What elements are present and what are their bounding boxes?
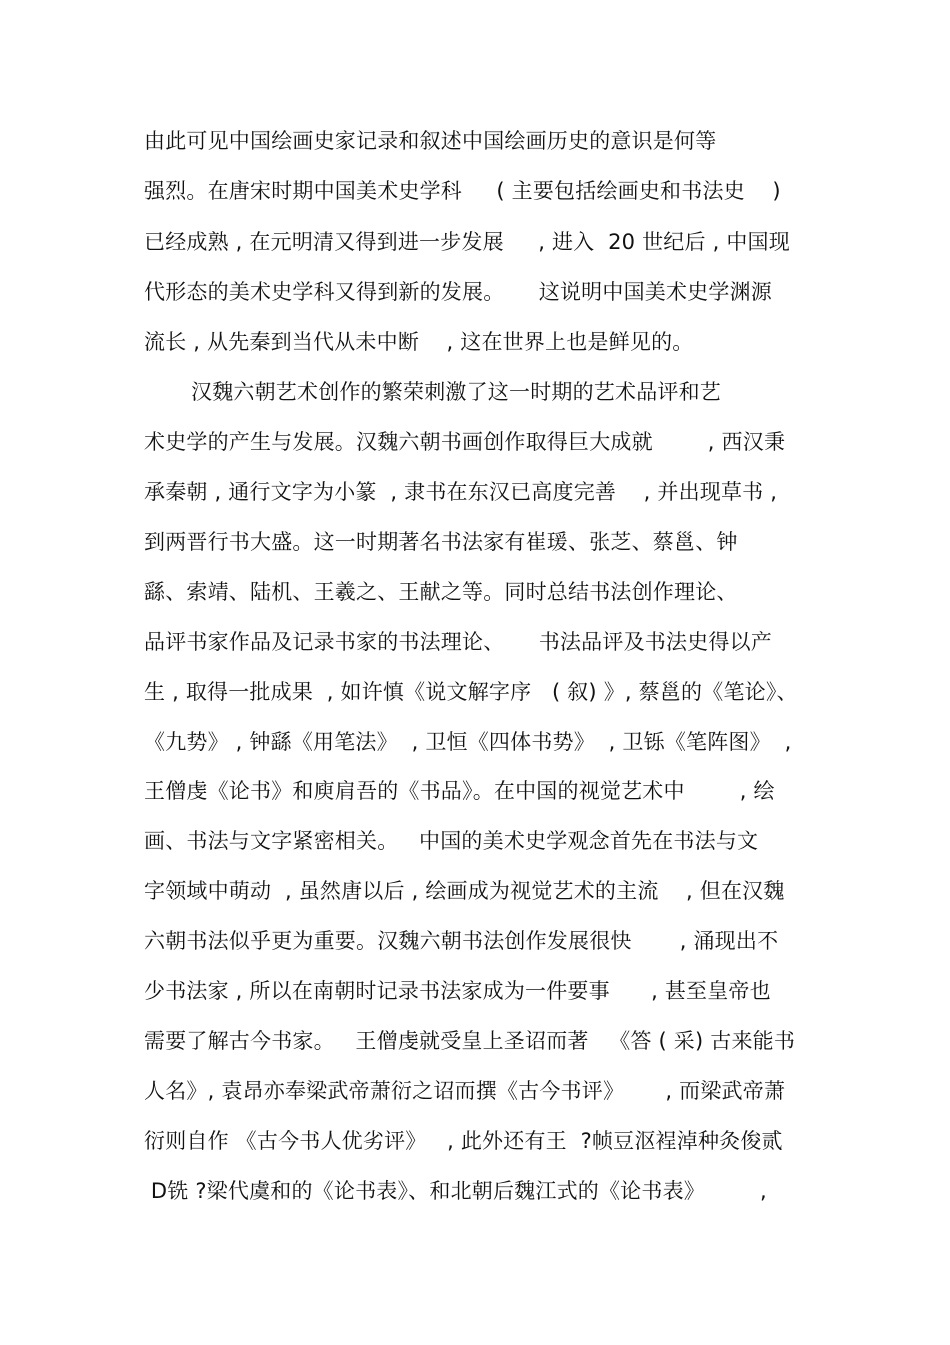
text-line: 到两晋行书大盛。这一时期著名书法家有崔瑗、张芝、蔡邕、钟 [144,530,738,554]
text-line: 衍则自作 《古今书人优劣评》 , 此外还有王 ?帧豆沤裎淖种灸俊贰 [144,1129,783,1153]
text-line: 生 , 取得一批成果 , 如许慎《说文解字序 ( 叙) 》, 蔡邕的《笔论》、 [144,680,798,704]
text-line: 画、书法与文字紧密相关。 中国的美术史学观念首先在书法与文 [144,829,759,853]
text-line: 已经成熟 , 在元明清又得到进一步发展 , 进入 20 世纪后 , 中国现 [144,230,790,254]
text-line: 六朝书法似乎更为重要。汉魏六朝书法创作发展很快 , 涌现出不 [144,929,779,953]
text-line: 术史学的产生与发展。汉魏六朝书画创作取得巨大成就 , 西汉秉 [144,430,786,454]
text-line: 品评书家作品及记录书家的书法理论、 书法品评及书法史得以产 [144,630,772,654]
text-line: 强烈。在唐宋时期中国美术史学科 ( 主要包括绘画史和书法史 ) [144,179,781,203]
text-line: D铣 ?梁代虞和的《论书表》、和北朝后魏江式的《论书表》 , [144,1179,767,1203]
text-line: 《九势》 , 钟繇《用笔法》 , 卫恒《四体书势》 , 卫铄《笔阵图》 , [144,730,792,754]
text-line: 代形态的美术史学科又得到新的发展。 这说明中国美术史学渊源 [144,280,772,304]
text-line: 流长 , 从先秦到当代从未中断 , 这在世界上也是鲜见的。 [144,330,694,354]
text-line: 承秦朝 , 通行文字为小篆 , 隶书在东汉已高度完善 , 并出现草书 , [144,480,778,504]
text-line: 王僧虔《论书》和庾肩吾的《书品》。在中国的视觉艺术中 , 绘 [144,779,775,803]
text-line: 需要了解古今书家。 王僧虔就受皇上圣诏而著 《答 ( 采) 古来能书 [144,1029,796,1053]
text-line: 少书法家 , 所以在南朝时记录书法家成为一件要事 , 甚至皇帝也 [144,979,771,1003]
text-line: 繇、索靖、陆机、王羲之、王献之等。同时总结书法创作理论、 [144,580,738,604]
paragraph-first-line: 汉魏六朝艺术创作的繁荣刺激了这一时期的艺术品评和艺 [191,380,721,404]
text-line: 由此可见中国绘画史家记录和叙述中国绘画历史的意识是何等 [144,129,717,153]
text-line: 人名》, 袁昂亦奉梁武帝萧衍之诏而撰《古今书评》 , 而梁武帝萧 [144,1079,786,1103]
text-line: 字领域中萌动 , 虽然唐以后 , 绘画成为视觉艺术的主流 , 但在汉魏 [144,879,785,903]
